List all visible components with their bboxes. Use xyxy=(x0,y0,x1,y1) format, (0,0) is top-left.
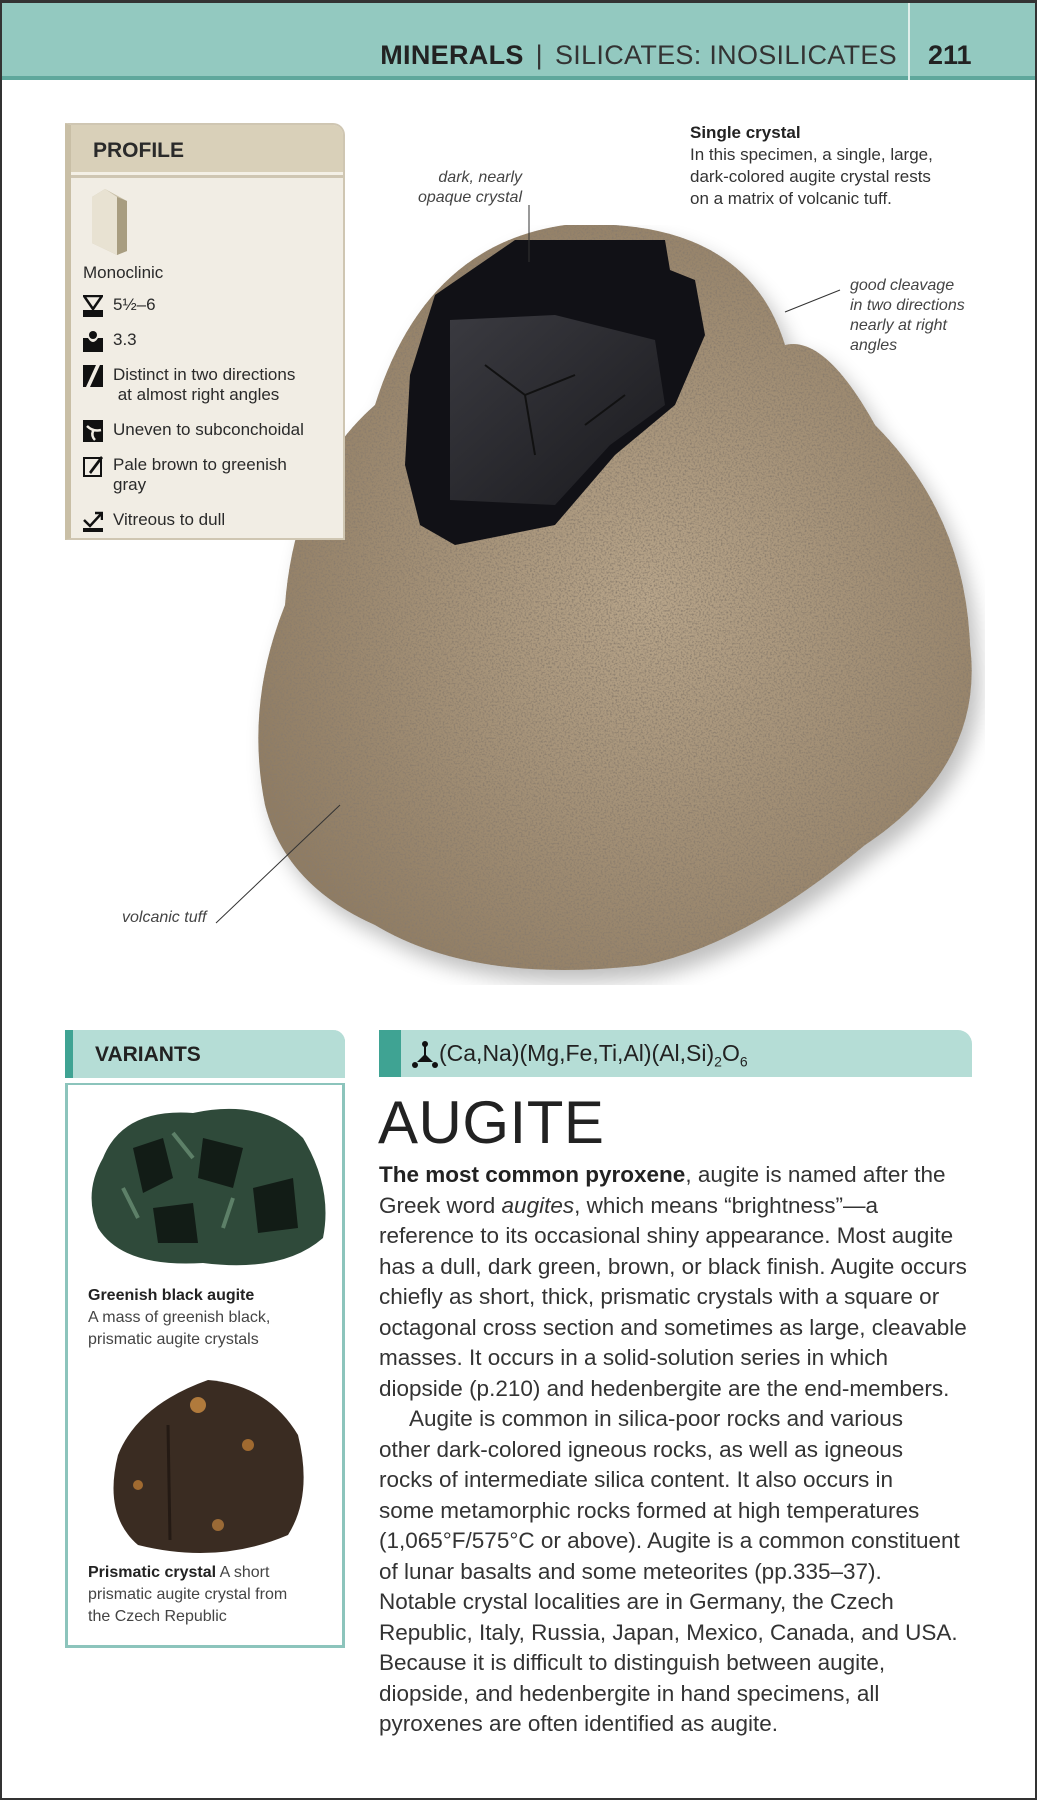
molecule-icon xyxy=(411,1040,439,1068)
formula-subscript: 2 xyxy=(714,1053,722,1070)
separator: | xyxy=(535,40,543,70)
cleavage-value: Distinct in two directions xyxy=(113,365,296,384)
text-line: other dark-colored igneous rocks, as well as igneous xyxy=(379,1436,904,1462)
profile-title: PROFILE xyxy=(71,125,343,175)
text-line: of lunar basalts and some meteorites (pp.335–37). xyxy=(379,1558,882,1584)
profile-panel xyxy=(65,123,345,540)
annotation-line: opaque crystal xyxy=(417,189,522,206)
text-line: Republic, Italy, Russia, Japan, Mexico, Canada, and USA. xyxy=(379,1619,958,1645)
hardness-icon xyxy=(83,295,103,317)
annotation-line: volcanic tuff xyxy=(122,909,207,926)
text-line: pyroxenes are often identified as augite. xyxy=(379,1711,779,1736)
streak-value: Pale brown to greenish xyxy=(113,455,287,474)
text-span: , which means “brightness”—a xyxy=(574,1192,878,1218)
annotation-tuff xyxy=(122,908,206,928)
luster-icon xyxy=(83,510,103,532)
lead-bold: The most common pyroxene xyxy=(379,1162,686,1187)
text-line: octagonal cross section and sometimes as large, cleavable xyxy=(379,1314,967,1340)
variants-panel xyxy=(65,1030,345,1648)
variant-desc: prismatic augite crystals xyxy=(88,1331,259,1348)
annotation-crystal xyxy=(380,168,522,208)
variant-desc: the Czech Republic xyxy=(88,1608,227,1625)
variant-desc: A mass of greenish black, xyxy=(88,1309,271,1326)
cleavage-row xyxy=(83,365,295,405)
text-line: masses. It occurs in a solid-solution series in which xyxy=(379,1345,888,1370)
specific-gravity-value: 3.3 xyxy=(113,330,137,349)
text-line: Notable crystal localities are in Germany, the Czech xyxy=(379,1589,894,1614)
annotation-line: good cleavage xyxy=(850,277,955,294)
section-label: MINERALS xyxy=(380,40,524,70)
variant-caption xyxy=(88,1285,328,1351)
text-line: diopside, and hedenbergite in hand specimens, all xyxy=(379,1680,880,1706)
annotation-line: in two directions xyxy=(850,297,965,314)
text-line: Augite is common in silica-poor rocks and various xyxy=(379,1406,903,1431)
text-line xyxy=(379,1160,979,1191)
page-number: 211 xyxy=(928,40,972,70)
caption-title: Single crystal xyxy=(690,123,801,142)
text-line: Because it is difficult to distinguish between augite, xyxy=(379,1650,886,1675)
crystal-system-value: Monoclinic xyxy=(83,263,164,282)
description xyxy=(379,1160,979,1740)
formula-text: (Ca,Na)(Mg,Fe,Ti,Al)(Al,Si) xyxy=(439,1040,715,1066)
annotation-cleavage xyxy=(850,276,965,356)
caption-line: on a matrix of volcanic tuff. xyxy=(690,189,892,208)
crystal-system xyxy=(83,263,163,283)
italic-term: augites xyxy=(501,1192,575,1218)
formula-text: O xyxy=(721,1040,740,1066)
text-line: (1,065°F/575°C or above). Augite is a common constituent xyxy=(379,1528,960,1553)
variant-desc: prismatic augite crystal from xyxy=(88,1586,288,1603)
chemical-formula xyxy=(439,1040,748,1070)
text-line xyxy=(379,1191,979,1222)
text-line: some metamorphic rocks formed at high temperatures xyxy=(379,1497,920,1523)
variants-title: VARIANTS xyxy=(65,1030,345,1078)
variant-caption xyxy=(88,1562,328,1628)
streak-icon xyxy=(83,455,103,477)
variant-desc: A short xyxy=(216,1564,270,1581)
text-line: chiefly as short, thick, prismatic crystals with a square or xyxy=(379,1284,940,1309)
annotation-line: dark, nearly xyxy=(438,169,522,186)
text-span: , augite is named after the xyxy=(685,1162,946,1187)
subsection-label: SILICATES: INOSILICATES xyxy=(555,40,897,70)
greenish-black-augite-image xyxy=(83,1098,333,1273)
text-span: Greek word xyxy=(379,1192,502,1218)
caption-line: dark-colored augite crystal rests xyxy=(690,167,931,186)
hardness-value: 5½–6 xyxy=(113,295,156,314)
hardness-row xyxy=(83,295,156,317)
text-line: reference to its occasional shiny appearance. Most augite xyxy=(379,1223,954,1248)
streak-row xyxy=(83,455,287,495)
cleavage-icon xyxy=(83,365,103,387)
main-image-caption xyxy=(690,122,970,210)
variant-name: Prismatic crystal xyxy=(88,1564,217,1581)
variant-name: Greenish black augite xyxy=(88,1287,255,1304)
streak-value-cont: gray xyxy=(113,475,147,494)
formula-subscript: 6 xyxy=(739,1053,748,1070)
text-line: rocks of intermediate silica content. It also occurs in xyxy=(379,1467,893,1492)
mineral-name: AUGITE xyxy=(378,1089,605,1156)
fracture-value: Uneven to subconchoidal xyxy=(113,420,304,439)
text-line: has a dull, dark green, brown, or black finish. Augite occurs xyxy=(379,1253,967,1279)
annotation-line: nearly at right xyxy=(850,317,947,334)
annotation-line: angles xyxy=(850,337,898,354)
caption-line: In this specimen, a single, large, xyxy=(690,145,933,164)
prismatic-crystal-image xyxy=(98,1375,318,1560)
monoclinic-crystal-icon xyxy=(87,187,137,257)
chemical-formula-bar xyxy=(379,1030,972,1077)
luster-row xyxy=(83,510,225,532)
specific-gravity-icon xyxy=(83,330,103,352)
text-line: diopside (p.210) and hedenbergite are the end-members. xyxy=(379,1375,950,1401)
cleavage-value-cont: at almost right angles xyxy=(113,385,280,404)
luster-value: Vitreous to dull xyxy=(113,510,226,529)
fracture-row xyxy=(83,420,304,442)
fracture-icon xyxy=(83,420,103,442)
specific-gravity-row xyxy=(83,330,137,352)
